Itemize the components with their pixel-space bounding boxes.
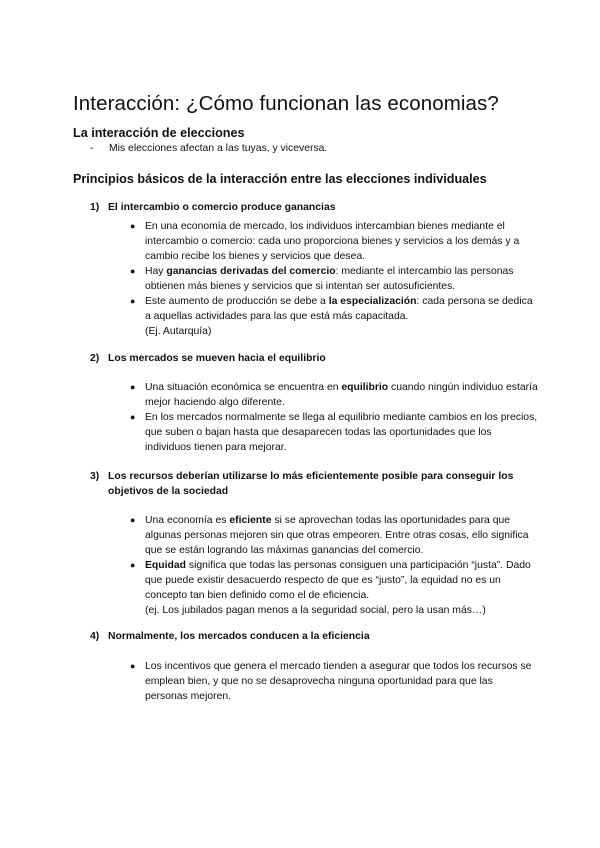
bullet-dot-icon: ● <box>130 266 136 276</box>
principle-title: El intercambio o comercio produce ganancias <box>108 202 336 213</box>
principle-title: Los mercados se mueven hacia el equilibrio <box>108 353 326 364</box>
bullet-text: Los incentivos que genera el mercado tienden a asegurar que todos los recursos se emplean bien, y que no se desaprovecha ninguna oportunidad para que las personas mejoren. <box>145 661 532 702</box>
bullet-text: En una economía de mercado, los individuos intercambian bienes mediante el intercambio o comercio: cada uno proporciona bienes y servicios a los demás y a cambio recibe los bienes y servicios que desea. <box>145 221 520 262</box>
bullet-dot-icon: ● <box>130 221 136 231</box>
bullet-text: Este aumento de producción se debe a <box>145 296 329 307</box>
principle-number: 4) <box>90 631 100 642</box>
bullet-text: : mediante el intercambio las personas obtienen más bienes y servicios que si intentan ser autosuficientes. <box>145 266 514 292</box>
principle-heading-3 <box>90 469 548 499</box>
bullet-text: si se aprovechan todas las oportunidades para que algunas personas mejoren sin que otras empeoren. Entre otras cosas, ello significa que se están logrando las máximas ganancias del comercio. <box>145 515 529 556</box>
bullet-list-1 <box>128 219 538 339</box>
bullet-text: En los mercados normalmente se llega al equilibrio mediante cambios en los precios, que suben o bajan hasta que desaparecen todas las oportunidades que los individuos tienen para mejorar. <box>145 412 538 453</box>
list-item <box>128 219 538 264</box>
bullet-text: Hay <box>145 266 167 277</box>
principle-number: 3) <box>90 471 100 482</box>
dash-marker: - <box>90 143 94 154</box>
principle-heading-2 <box>90 351 548 366</box>
bullet-bold-term: eficiente <box>229 515 272 526</box>
list-item <box>128 558 538 618</box>
bullet-bold-term: Equidad <box>145 560 186 571</box>
bullet-dot-icon: ● <box>130 382 136 392</box>
bullet-dot-icon: ● <box>130 412 136 422</box>
bullet-dot-icon: ● <box>130 560 136 570</box>
bullet-list-2 <box>128 380 538 455</box>
bullet-text: Una situación económica se encuentra en <box>145 382 342 393</box>
page-title: Interacción: ¿Cómo funcionan las economias? <box>73 92 499 115</box>
principle-title: Normalmente, los mercados conducen a la eficiencia <box>108 631 370 642</box>
dash-list-item <box>90 143 327 154</box>
section-heading-principios: Principios básicos de la interacción entre las elecciones individuales <box>73 172 487 186</box>
list-item <box>128 410 538 455</box>
bullet-dot-icon: ● <box>130 515 136 525</box>
principle-heading-1 <box>90 200 548 215</box>
bullet-text: Una economía es <box>145 515 230 526</box>
bullet-text: : cada persona se dedica a aquellas actividades para las que está más capacitada. <box>145 296 533 322</box>
principle-number: 2) <box>90 353 100 364</box>
bullet-note: (Ej. Autarquía) <box>145 326 212 337</box>
list-item <box>128 294 538 339</box>
bullet-dot-icon: ● <box>130 296 136 306</box>
principle-heading-4 <box>90 629 548 644</box>
bullet-list-4 <box>128 659 538 704</box>
list-item <box>128 264 538 294</box>
bullet-text: significa que todas las personas consiguen una participación “justa”. Dado que puede existir desacuerdo respecto de que es “justo”, la equidad no es un concepto tan bien definido como el de eficiencia. <box>145 560 531 601</box>
bullet-list-3 <box>128 513 538 618</box>
principle-number: 1) <box>90 202 100 213</box>
section-heading-interaccion: La interacción de elecciones <box>73 126 245 140</box>
bullet-dot-icon: ● <box>130 661 136 671</box>
bullet-text: cuando ningún individuo estaría mejor haciendo algo diferente. <box>145 382 538 408</box>
principle-title: Los recursos deberían utilizarse lo más eficientemente posible para conseguir los objetivos de la sociedad <box>108 471 514 497</box>
list-item <box>128 659 538 704</box>
bullet-bold-term: ganancias derivadas del comercio <box>166 266 336 277</box>
list-item <box>128 513 538 558</box>
bullet-bold-term: equilibrio <box>341 382 389 393</box>
dash-item-text: Mis elecciones afectan a las tuyas, y viceversa. <box>109 143 328 154</box>
list-item <box>128 380 538 410</box>
bullet-bold-term: la especialización <box>328 296 417 307</box>
bullet-note: (ej. Los jubilados pagan menos a la seguridad social, pero la usan más…) <box>145 605 486 616</box>
